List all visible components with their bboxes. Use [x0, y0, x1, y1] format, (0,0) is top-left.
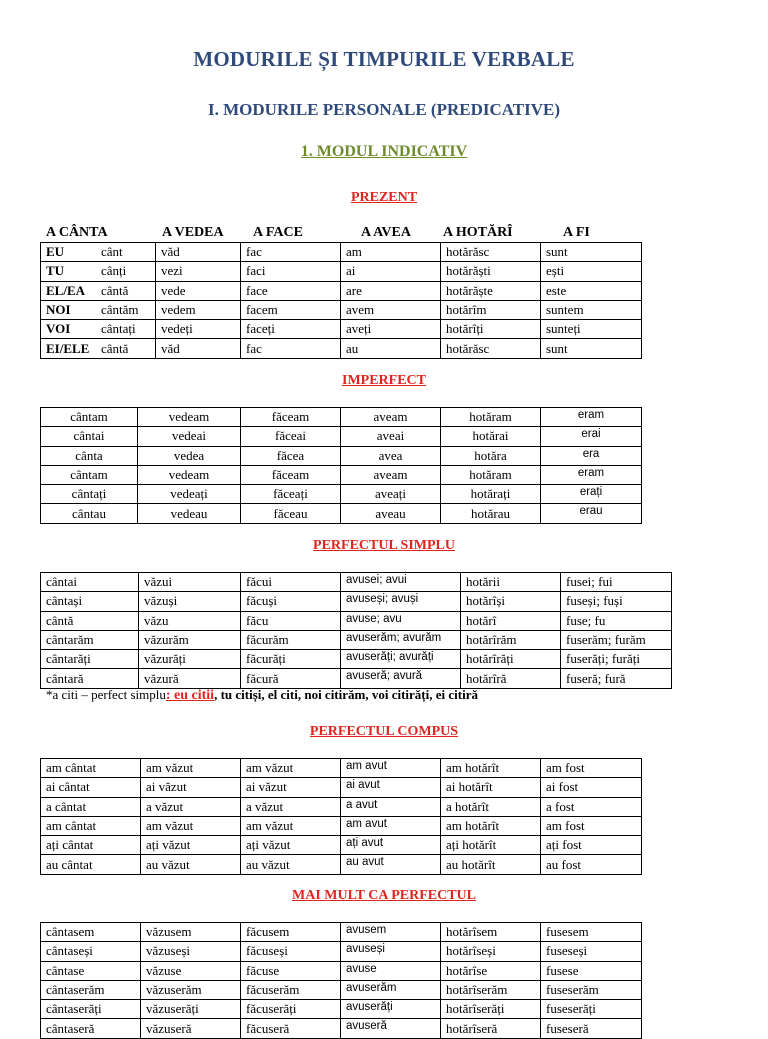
table-cell: fuse; fu — [561, 611, 672, 630]
table-row — [41, 281, 642, 300]
table-cell: văd — [156, 243, 241, 262]
table-cell: am avut — [341, 816, 441, 835]
table-cell: sunteți — [541, 320, 642, 339]
table-cell: cântase — [41, 961, 141, 980]
table-row — [41, 504, 642, 523]
mode-heading: 1. MODUL INDICATIV — [300, 143, 468, 160]
table-cell: sunt — [541, 243, 642, 262]
table-cell — [41, 320, 156, 339]
table-cell: făcurăm — [241, 630, 341, 649]
table-row — [41, 262, 642, 281]
table-cell: fac — [241, 243, 341, 262]
table-cell: făcea — [241, 446, 341, 465]
table-cell — [41, 281, 156, 300]
table-cell: facem — [241, 300, 341, 319]
table-cell: cântai — [41, 427, 138, 446]
table-cell: cântai — [41, 573, 139, 592]
table-cell: avuseși; avuși — [341, 592, 461, 611]
table-cell: fuseși; fuși — [561, 592, 672, 611]
table-cell: văzuse — [141, 961, 241, 980]
table-cell: făcuseși — [241, 942, 341, 961]
verb-form: cântați — [101, 321, 136, 337]
table-cell: aveam — [341, 408, 441, 427]
table-cell: sunt — [541, 339, 642, 358]
table-cell: erai — [541, 427, 642, 446]
table-cell: vezi — [156, 262, 241, 281]
table-cell: fuseră; fură — [561, 669, 672, 688]
verb-header: A HOTĂRÎ — [443, 225, 513, 240]
table-cell: am hotărît — [441, 759, 541, 778]
table-cell: am hotărît — [441, 816, 541, 835]
table-cell: faci — [241, 262, 341, 281]
table-cell: făcuse — [241, 961, 341, 980]
table-cell: avea — [341, 446, 441, 465]
table-cell: hotăram — [441, 408, 541, 427]
table-cell: ați fost — [541, 836, 642, 855]
table-cell: ești — [541, 262, 642, 281]
table-cell: văzuseși — [141, 942, 241, 961]
table-row — [41, 797, 642, 816]
table-cell: a văzut — [141, 797, 241, 816]
table-cell: hotării — [461, 573, 561, 592]
table-cell: făcuserăți — [241, 1000, 341, 1019]
table-row — [41, 778, 642, 797]
table-cell: fusei; fui — [561, 573, 672, 592]
table-cell: avuserăți — [341, 1000, 441, 1019]
table-cell: am cântat — [41, 759, 141, 778]
table-cell: hotărăsc — [441, 339, 541, 358]
table-cell: hotărați — [441, 485, 541, 504]
table-cell — [41, 339, 156, 358]
table-cell: hotărîsem — [441, 923, 541, 942]
table-cell: fuserăm; furăm — [561, 630, 672, 649]
note-prefix: *a citi – perfect simplu — [46, 687, 166, 702]
table-cell: cântași — [41, 592, 139, 611]
table-row — [41, 669, 672, 688]
table-cell: văzurăți — [139, 650, 241, 669]
table-cell: văzusem — [141, 923, 241, 942]
table-cell: am văzut — [141, 816, 241, 835]
table-cell: am avut — [341, 759, 441, 778]
table-cell: făcurăți — [241, 650, 341, 669]
table-cell: hotărîți — [441, 320, 541, 339]
verb-form: cântă — [101, 282, 129, 298]
table-row — [41, 759, 642, 778]
table-row — [41, 980, 642, 999]
table-row — [41, 630, 672, 649]
tense-heading-prezent: PREZENT — [350, 190, 418, 205]
table-cell: ați hotărît — [441, 836, 541, 855]
table-cell: hotărîrăm — [461, 630, 561, 649]
verb-form: cântăm — [101, 302, 139, 318]
pronoun-label: VOI — [46, 321, 71, 337]
table-cell: este — [541, 281, 642, 300]
table-cell: avuserăm; avurăm — [341, 630, 461, 649]
table-cell: ați avut — [341, 836, 441, 855]
table-row — [41, 300, 642, 319]
table-cell: hotărîră — [461, 669, 561, 688]
table-row — [41, 320, 642, 339]
table-cell: aveați — [341, 485, 441, 504]
table-cell: am — [341, 243, 441, 262]
table-cell: cântați — [41, 485, 138, 504]
table-cell: avusei; avui — [341, 573, 461, 592]
table-cell: a cântat — [41, 797, 141, 816]
table-cell: făcuși — [241, 592, 341, 611]
table-cell: ai fost — [541, 778, 642, 797]
table-cell: hotărăști — [441, 262, 541, 281]
table-cell: au — [341, 339, 441, 358]
verb-form: cântă — [101, 340, 129, 356]
table-cell: făcuseră — [241, 1019, 341, 1038]
table-cell: am văzut — [141, 759, 241, 778]
table-cell: face — [241, 281, 341, 300]
table-cell: aveți — [341, 320, 441, 339]
imperfect-table — [40, 407, 642, 524]
table-cell: hotărîrăți — [461, 650, 561, 669]
table-cell: făcu — [241, 611, 341, 630]
table-cell: ai hotărît — [441, 778, 541, 797]
table-cell: hotărîseși — [441, 942, 541, 961]
table-cell: avusem — [341, 923, 441, 942]
table-cell: avem — [341, 300, 441, 319]
pronoun-label: TU — [46, 263, 65, 279]
table-cell: cântam — [41, 408, 138, 427]
table-cell: avuserăm — [341, 980, 441, 999]
table-cell: avuseși — [341, 942, 441, 961]
table-cell: văzură — [139, 669, 241, 688]
table-cell: cântaserăți — [41, 1000, 141, 1019]
table-cell: aveam — [341, 465, 441, 484]
table-cell: au fost — [541, 855, 642, 874]
table-cell: fuseseși — [541, 942, 642, 961]
table-cell: făcură — [241, 669, 341, 688]
table-cell: hotăra — [441, 446, 541, 465]
tense-heading-mai-mult-ca-perfect: MAI MULT CA PERFECTUL — [292, 888, 476, 903]
table-cell: văzuseră — [141, 1019, 241, 1038]
table-cell: hotărîserăți — [441, 1000, 541, 1019]
table-cell: făceai — [241, 427, 341, 446]
table-cell: hotărî — [461, 611, 561, 630]
pronoun-label: NOI — [46, 302, 71, 318]
table-cell: văzurăm — [139, 630, 241, 649]
table-cell: am văzut — [241, 759, 341, 778]
table-row — [41, 339, 642, 358]
verb-header: A VEDEA — [162, 225, 224, 240]
table-cell: ați văzut — [241, 836, 341, 855]
table-cell: au văzut — [241, 855, 341, 874]
verb-header: A CÂNTA — [46, 225, 108, 240]
table-cell: cânta — [41, 446, 138, 465]
table-cell: aveau — [341, 504, 441, 523]
table-cell: cântarăți — [41, 650, 139, 669]
table-cell: erau — [541, 504, 642, 523]
table-cell — [41, 243, 156, 262]
table-cell: cântaseră — [41, 1019, 141, 1038]
table-cell: avuserăți; avurăți — [341, 650, 461, 669]
table-cell: am cântat — [41, 816, 141, 835]
table-cell: cântarăm — [41, 630, 139, 649]
table-cell: aveai — [341, 427, 441, 446]
verb-header: A AVEA — [361, 225, 411, 240]
table-cell: vedeai — [138, 427, 241, 446]
table-cell: hotărîserăm — [441, 980, 541, 999]
table-cell: a avut — [341, 797, 441, 816]
verb-form: cânți — [101, 263, 127, 279]
table-cell: cântau — [41, 504, 138, 523]
table-row — [41, 408, 642, 427]
table-cell: făceam — [241, 408, 341, 427]
table-cell: cântă — [41, 611, 139, 630]
table-cell: văzu — [139, 611, 241, 630]
table-cell: ați cântat — [41, 836, 141, 855]
prezent-table — [40, 242, 642, 359]
table-cell: ați văzut — [141, 836, 241, 855]
table-cell: cântară — [41, 669, 139, 688]
mai-mult-ca-perfect-table — [40, 922, 642, 1039]
table-cell: vedeam — [138, 408, 241, 427]
table-row — [41, 611, 672, 630]
note-rest: , tu citiși, el citi, noi citirăm, voi citirăți, ei citiră — [214, 687, 478, 702]
table-row — [41, 427, 642, 446]
perfect-simplu-table — [40, 572, 672, 689]
table-cell: hotărăsc — [441, 243, 541, 262]
table-cell: făceați — [241, 485, 341, 504]
table-cell — [41, 300, 156, 319]
table-cell: avuseră — [341, 1019, 441, 1038]
table-cell: făcusem — [241, 923, 341, 942]
perfect-compus-table — [40, 758, 642, 875]
table-cell: a fost — [541, 797, 642, 816]
table-cell: ai văzut — [141, 778, 241, 797]
table-cell: văzuserăm — [141, 980, 241, 999]
table-cell: erați — [541, 485, 642, 504]
tense-heading-perfect-compus: PERFECTUL COMPUS — [309, 724, 459, 739]
verb-header: A FI — [563, 225, 590, 240]
table-cell: vedem — [156, 300, 241, 319]
table-cell: au cântat — [41, 855, 141, 874]
table-cell: am fost — [541, 759, 642, 778]
table-row — [41, 961, 642, 980]
verb-header: A FACE — [253, 225, 303, 240]
table-cell: vede — [156, 281, 241, 300]
table-row — [41, 465, 642, 484]
pronoun-label: EU — [46, 244, 65, 260]
table-row — [41, 485, 642, 504]
table-cell: faceți — [241, 320, 341, 339]
table-cell: avuseră; avură — [341, 669, 461, 688]
table-cell: au văzut — [141, 855, 241, 874]
pronoun-label: EI/ELE — [46, 340, 90, 356]
table-cell: hotărau — [441, 504, 541, 523]
table-cell: suntem — [541, 300, 642, 319]
section-heading: I. MODURILE PERSONALE (PREDICATIVE) — [208, 100, 560, 119]
table-cell: făcuserăm — [241, 980, 341, 999]
table-cell: fusesem — [541, 923, 642, 942]
table-row — [41, 1019, 642, 1038]
table-cell: văzuși — [139, 592, 241, 611]
table-row — [41, 592, 672, 611]
table-cell: hotăram — [441, 465, 541, 484]
table-cell: ai — [341, 262, 441, 281]
table-cell: hotărîși — [461, 592, 561, 611]
table-row — [41, 942, 642, 961]
table-cell: văzuserăți — [141, 1000, 241, 1019]
table-cell: cântasem — [41, 923, 141, 942]
table-row — [41, 243, 642, 262]
table-cell: ai cântat — [41, 778, 141, 797]
table-cell: ai văzut — [241, 778, 341, 797]
table-cell: avuse; avu — [341, 611, 461, 630]
table-cell: fac — [241, 339, 341, 358]
table-cell: am fost — [541, 816, 642, 835]
table-row — [41, 816, 642, 835]
table-cell: au avut — [341, 855, 441, 874]
table-cell: a hotărît — [441, 797, 541, 816]
table-cell: făceau — [241, 504, 341, 523]
note-highlight: : eu citii — [165, 688, 215, 703]
table-cell: cântam — [41, 465, 138, 484]
table-cell: era — [541, 446, 642, 465]
table-cell — [41, 262, 156, 281]
tense-heading-imperfect: IMPERFECT — [342, 373, 426, 388]
table-cell: au hotărît — [441, 855, 541, 874]
table-cell: fuseserăți — [541, 1000, 642, 1019]
table-cell: făceam — [241, 465, 341, 484]
table-cell: vedeați — [138, 485, 241, 504]
tense-heading-perfect-simplu: PERFECTUL SIMPLU — [313, 538, 455, 553]
table-cell: cântaseși — [41, 942, 141, 961]
table-cell: văd — [156, 339, 241, 358]
table-cell: am văzut — [241, 816, 341, 835]
table-cell: eram — [541, 408, 642, 427]
page-title: MODURILE ȘI TIMPURILE VERBALE — [193, 47, 575, 71]
table-cell: fuserăți; furăți — [561, 650, 672, 669]
table-cell: făcui — [241, 573, 341, 592]
table-cell: fuseseră — [541, 1019, 642, 1038]
table-cell: vedeam — [138, 465, 241, 484]
pronoun-label: EL/EA — [46, 282, 86, 298]
table-row — [41, 1000, 642, 1019]
table-row — [41, 855, 642, 874]
table-cell: eram — [541, 465, 642, 484]
table-cell: văzui — [139, 573, 241, 592]
table-cell: are — [341, 281, 441, 300]
table-cell: vedeau — [138, 504, 241, 523]
table-row — [41, 923, 642, 942]
table-cell: cântaserăm — [41, 980, 141, 999]
table-cell: a văzut — [241, 797, 341, 816]
table-cell: hotărîm — [441, 300, 541, 319]
table-cell: fusese — [541, 961, 642, 980]
table-cell: fuseserăm — [541, 980, 642, 999]
verb-form: cânt — [101, 244, 123, 260]
table-cell: ai avut — [341, 778, 441, 797]
table-row — [41, 573, 672, 592]
table-row — [41, 650, 672, 669]
table-row — [41, 836, 642, 855]
table-cell: hotărîse — [441, 961, 541, 980]
table-cell: hotărăște — [441, 281, 541, 300]
table-cell: vedea — [138, 446, 241, 465]
table-cell: hotărai — [441, 427, 541, 446]
citi-note — [46, 687, 478, 704]
table-cell: hotărîseră — [441, 1019, 541, 1038]
table-cell: avuse — [341, 961, 441, 980]
table-cell: vedeți — [156, 320, 241, 339]
table-row — [41, 446, 642, 465]
